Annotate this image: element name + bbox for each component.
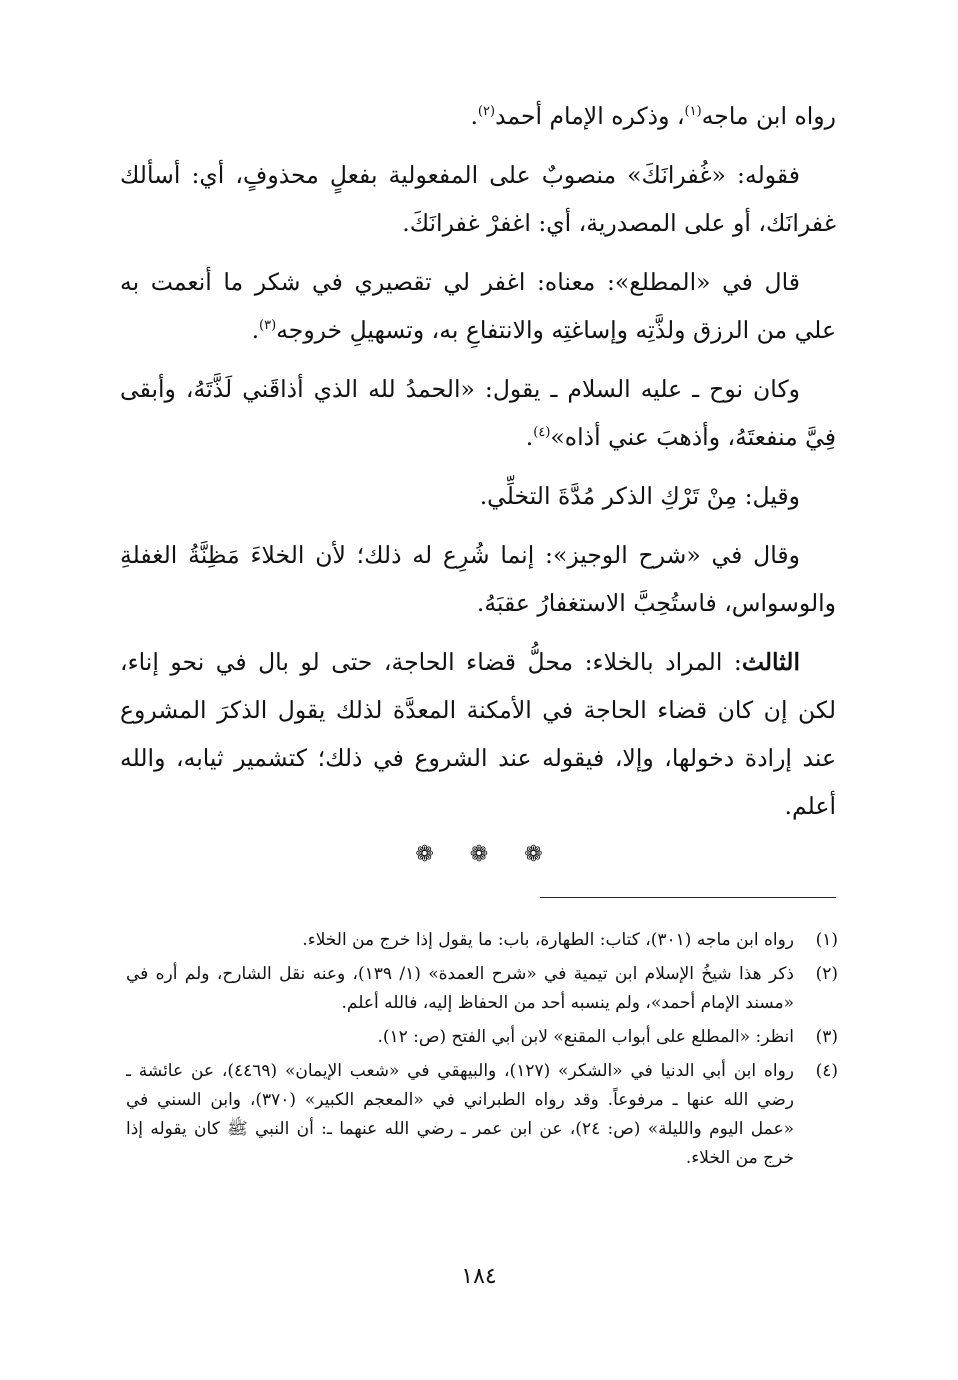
footnote-text: رواه ابن أبي الدنيا في «الشكر» (١٢٧)، والبيهقي في «شعب الإيمان» (٤٤٦٩)، عن عائشة ـ رضي الله عنها ـ مرفوعاً. وقد رواه الطبراني في «المعجم الكبير» (٣٧٠)، وابن السني في «عمل اليوم والليلة» (ص: ٢٤)، عن ابن عمر ـ رضي الله عنهما ـ: أن النبي ﷺ كان يقوله إذا خرج من الخلاء. bbox=[126, 1061, 794, 1168]
paragraph-5: وقيل: مِنْ تَرْكِ الذكر مُدَّةَ التخلِّي. bbox=[479, 482, 800, 510]
paragraph-2: فقوله: «غُفرانَكَ» منصوبٌ على المفعولية بفعلٍ محذوفٍ، أي: أسألك غفرانَك، أو على المصدرية، أي: اغفرْ غفرانَكَ. bbox=[120, 161, 836, 237]
section-lead: الثالث bbox=[741, 648, 800, 676]
footnote-number: (٣) bbox=[815, 1027, 838, 1047]
footnotes bbox=[126, 926, 838, 1178]
page-number: ١٨٤ bbox=[461, 1264, 497, 1289]
footnote-ref-4[interactable]: (٤) bbox=[533, 425, 551, 441]
footnote-text: ذكر هذا شيخُ الإسلام ابن تيمية في «شرح العمدة» (١/ ١٣٩)، وعنه نقل الشارح، ولم أره في «مسند الإمام أحمد»، ولم ينسبه أحد من الحفاظ إليه، فالله أعلم. bbox=[126, 964, 794, 1013]
paragraph-6: وقال في «شرح الوجيز»: إنما شُرِع له ذلك؛ لأن الخلاءَ مَظِنَّةُ الغفلةِ والوسواس، فاستُحِبَّ الاستغفارُ عقبَهُ. bbox=[120, 541, 836, 617]
paragraph-4: وكان نوح ـ عليه السلام ـ يقول: «الحمدُ لله الذي أذاقَني لَذَّتَهُ، وأبقى فِيَّ منفعتَهُ، وأذهبَ عني أذاه»$^{(٤)}$. bbox=[120, 375, 836, 451]
footnote-1 bbox=[126, 926, 838, 955]
footnote-text: انظر: «المطلع على أبواب المقنع» لابن أبي الفتح (ص: ١٢). bbox=[377, 1027, 794, 1047]
footnote-divider bbox=[540, 897, 836, 898]
paragraph-7: الثالث: المراد بالخلاء: محلُّ قضاء الحاجة، حتى لو بال في نحو إناء، لكن إن كان قضاء الحاجة في الأمكنة المعدَّة لذلك يقول الذكرَ المشروع عند إرادة دخولها، وإلا، فيقوله عند الشروع في ذلك؛ كتشمير ثيابه، والله أعلم. bbox=[120, 648, 836, 820]
footnote-ref-2[interactable]: (٢) bbox=[477, 104, 496, 120]
footnote-ref-3[interactable]: (٣) bbox=[259, 318, 277, 334]
footnote-ref-1[interactable]: (١) bbox=[684, 104, 702, 120]
section-separator bbox=[0, 842, 958, 867]
footnote-2 bbox=[126, 960, 838, 1018]
paragraph-1: رواه ابن ماجه$^{(١)}$، وذكره الإمام أحمد$^{(٢)}$. bbox=[470, 102, 836, 130]
footnote-number: (٢) bbox=[815, 964, 838, 984]
footnote-number: (٤) bbox=[815, 1061, 838, 1081]
footnote-3 bbox=[126, 1023, 838, 1052]
star-icon: ❁ bbox=[415, 842, 434, 867]
star-icon: ❁ bbox=[469, 842, 489, 867]
footnote-text: رواه ابن ماجه (٣٠١)، كتاب: الطهارة، باب: ما يقول إذا خرج من الخلاء. bbox=[302, 930, 794, 950]
paragraph-3: قال في «المطلع»: معناه: اغفر لي تقصيري في شكر ما أنعمت به علي من الرزق ولذَّتِه وإساغتِه والانتفاعِ به، وتسهيلِ خروجه$^{(٣)}$. bbox=[120, 268, 836, 344]
footnote-number: (١) bbox=[815, 930, 838, 950]
main-text bbox=[120, 92, 836, 841]
star-icon: ❁ bbox=[524, 842, 543, 867]
footnote-4 bbox=[126, 1057, 838, 1173]
